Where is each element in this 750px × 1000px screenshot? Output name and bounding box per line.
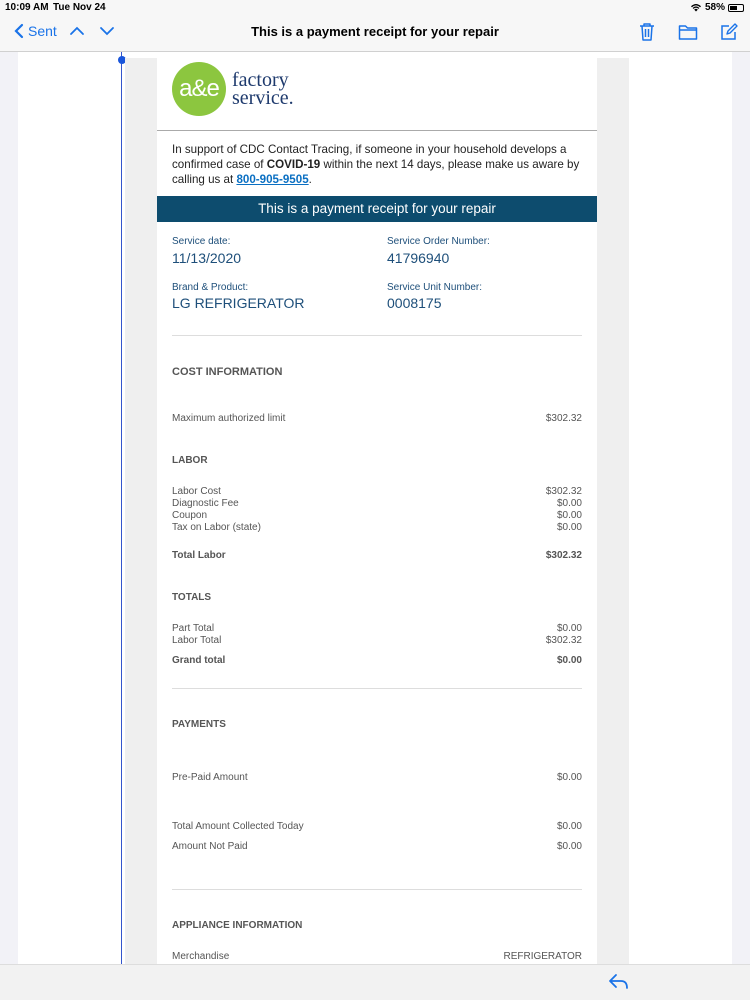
part-total-row [172, 623, 582, 634]
notice-text-3: . [308, 173, 312, 186]
labor-heading: LABOR [172, 455, 208, 466]
brand-value: LG REFRIGERATOR [172, 295, 305, 311]
part-total-label: Part Total [172, 623, 215, 634]
status-bar [0, 0, 750, 14]
order-number-value: 41796940 [387, 250, 450, 266]
max-limit-row [172, 413, 582, 424]
max-limit-value: $302.32 [545, 413, 582, 424]
collected-label: Total Amount Collected Today [172, 821, 304, 832]
service-date-label: Service date: [172, 236, 231, 247]
covid-notice [172, 142, 582, 187]
not-paid-row [172, 841, 582, 852]
tax-label: Tax on Labor (state) [172, 522, 261, 533]
merchandise-row [172, 951, 582, 962]
ae-logo [172, 62, 294, 116]
bottom-toolbar [0, 964, 750, 1000]
email-body [157, 58, 597, 964]
table-row [172, 498, 582, 509]
diagnostic-fee-value: $0.00 [556, 498, 582, 509]
phone-link[interactable]: 800-905-9505 [236, 173, 309, 186]
table-row [172, 510, 582, 521]
header-divider [157, 130, 597, 131]
prepaid-row [172, 772, 582, 783]
notice-text-2: within the next 14 days, please make us aware by calling us at [172, 158, 580, 186]
notice-covid: COVID-19 [266, 158, 321, 171]
status-right [690, 2, 744, 13]
grand-total-value: $0.00 [556, 655, 582, 666]
not-paid-value: $0.00 [556, 841, 582, 852]
logo-line-1: factory [232, 69, 289, 91]
total-labor-value: $302.32 [545, 550, 582, 561]
unit-number-value: 0008175 [387, 295, 442, 311]
labor-total-value: $302.32 [545, 635, 582, 646]
part-total-value: $0.00 [556, 623, 582, 634]
thread-line [121, 52, 122, 964]
status-time: 10:09 AM [5, 2, 49, 13]
totals-heading: TOTALS [172, 592, 212, 603]
divider [172, 335, 582, 336]
total-labor-row [172, 550, 582, 561]
collected-value: $0.00 [556, 821, 582, 832]
max-limit-label: Maximum authorized limit [172, 413, 286, 424]
grand-total-label: Grand total [172, 655, 226, 666]
merchandise-value: REFRIGERATOR [503, 951, 582, 962]
compose-icon[interactable] [720, 22, 738, 42]
reply-icon[interactable] [608, 973, 630, 991]
collected-row [172, 821, 582, 832]
trash-icon[interactable] [638, 22, 656, 42]
notice-text-1: In support of CDC Contact Tracing, if someone in your household develops a confirmed case of [172, 143, 567, 171]
merchandise-label: Merchandise [172, 951, 230, 962]
logo-mark: a&e [172, 62, 226, 116]
brand-label: Brand & Product: [172, 282, 249, 293]
divider [172, 889, 582, 890]
table-row [172, 486, 582, 497]
labor-cost-label: Labor Cost [172, 486, 221, 497]
unit-number-label: Service Unit Number: [387, 282, 483, 293]
coupon-label: Coupon [172, 510, 208, 521]
message-content[interactable] [18, 52, 732, 964]
labor-total-row [172, 635, 582, 646]
grand-total-row [172, 655, 582, 666]
payments-heading: PAYMENTS [172, 719, 226, 730]
battery-icon [728, 4, 744, 12]
wifi-icon [690, 3, 702, 12]
page-title: This is a payment receipt for your repair [251, 24, 499, 39]
divider [172, 688, 582, 689]
coupon-value: $0.00 [556, 510, 582, 521]
nav-bar [0, 14, 750, 52]
folder-icon[interactable] [678, 22, 698, 42]
labor-cost-value: $302.32 [545, 486, 582, 497]
order-number-label: Service Order Number: [387, 236, 490, 247]
receipt-banner: This is a payment receipt for your repair [157, 196, 597, 222]
battery-percent: 58% [704, 2, 725, 13]
diagnostic-fee-label: Diagnostic Fee [172, 498, 239, 509]
back-label: Sent [28, 23, 57, 39]
nav-actions [638, 22, 738, 42]
not-paid-label: Amount Not Paid [172, 841, 248, 852]
labor-total-label: Labor Total [172, 635, 222, 646]
prepaid-label: Pre-Paid Amount [172, 772, 248, 783]
tax-value: $0.00 [556, 522, 582, 533]
prepaid-value: $0.00 [556, 772, 582, 783]
appliance-heading: APPLIANCE INFORMATION [172, 920, 303, 931]
table-row [172, 522, 582, 533]
cost-heading: COST INFORMATION [172, 366, 283, 378]
service-date-value: 11/13/2020 [172, 250, 242, 266]
status-date: Tue Nov 24 [53, 2, 106, 13]
logo-line-2: service. [232, 87, 294, 109]
total-labor-label: Total Labor [172, 550, 226, 561]
logo-wordmark [232, 71, 294, 107]
